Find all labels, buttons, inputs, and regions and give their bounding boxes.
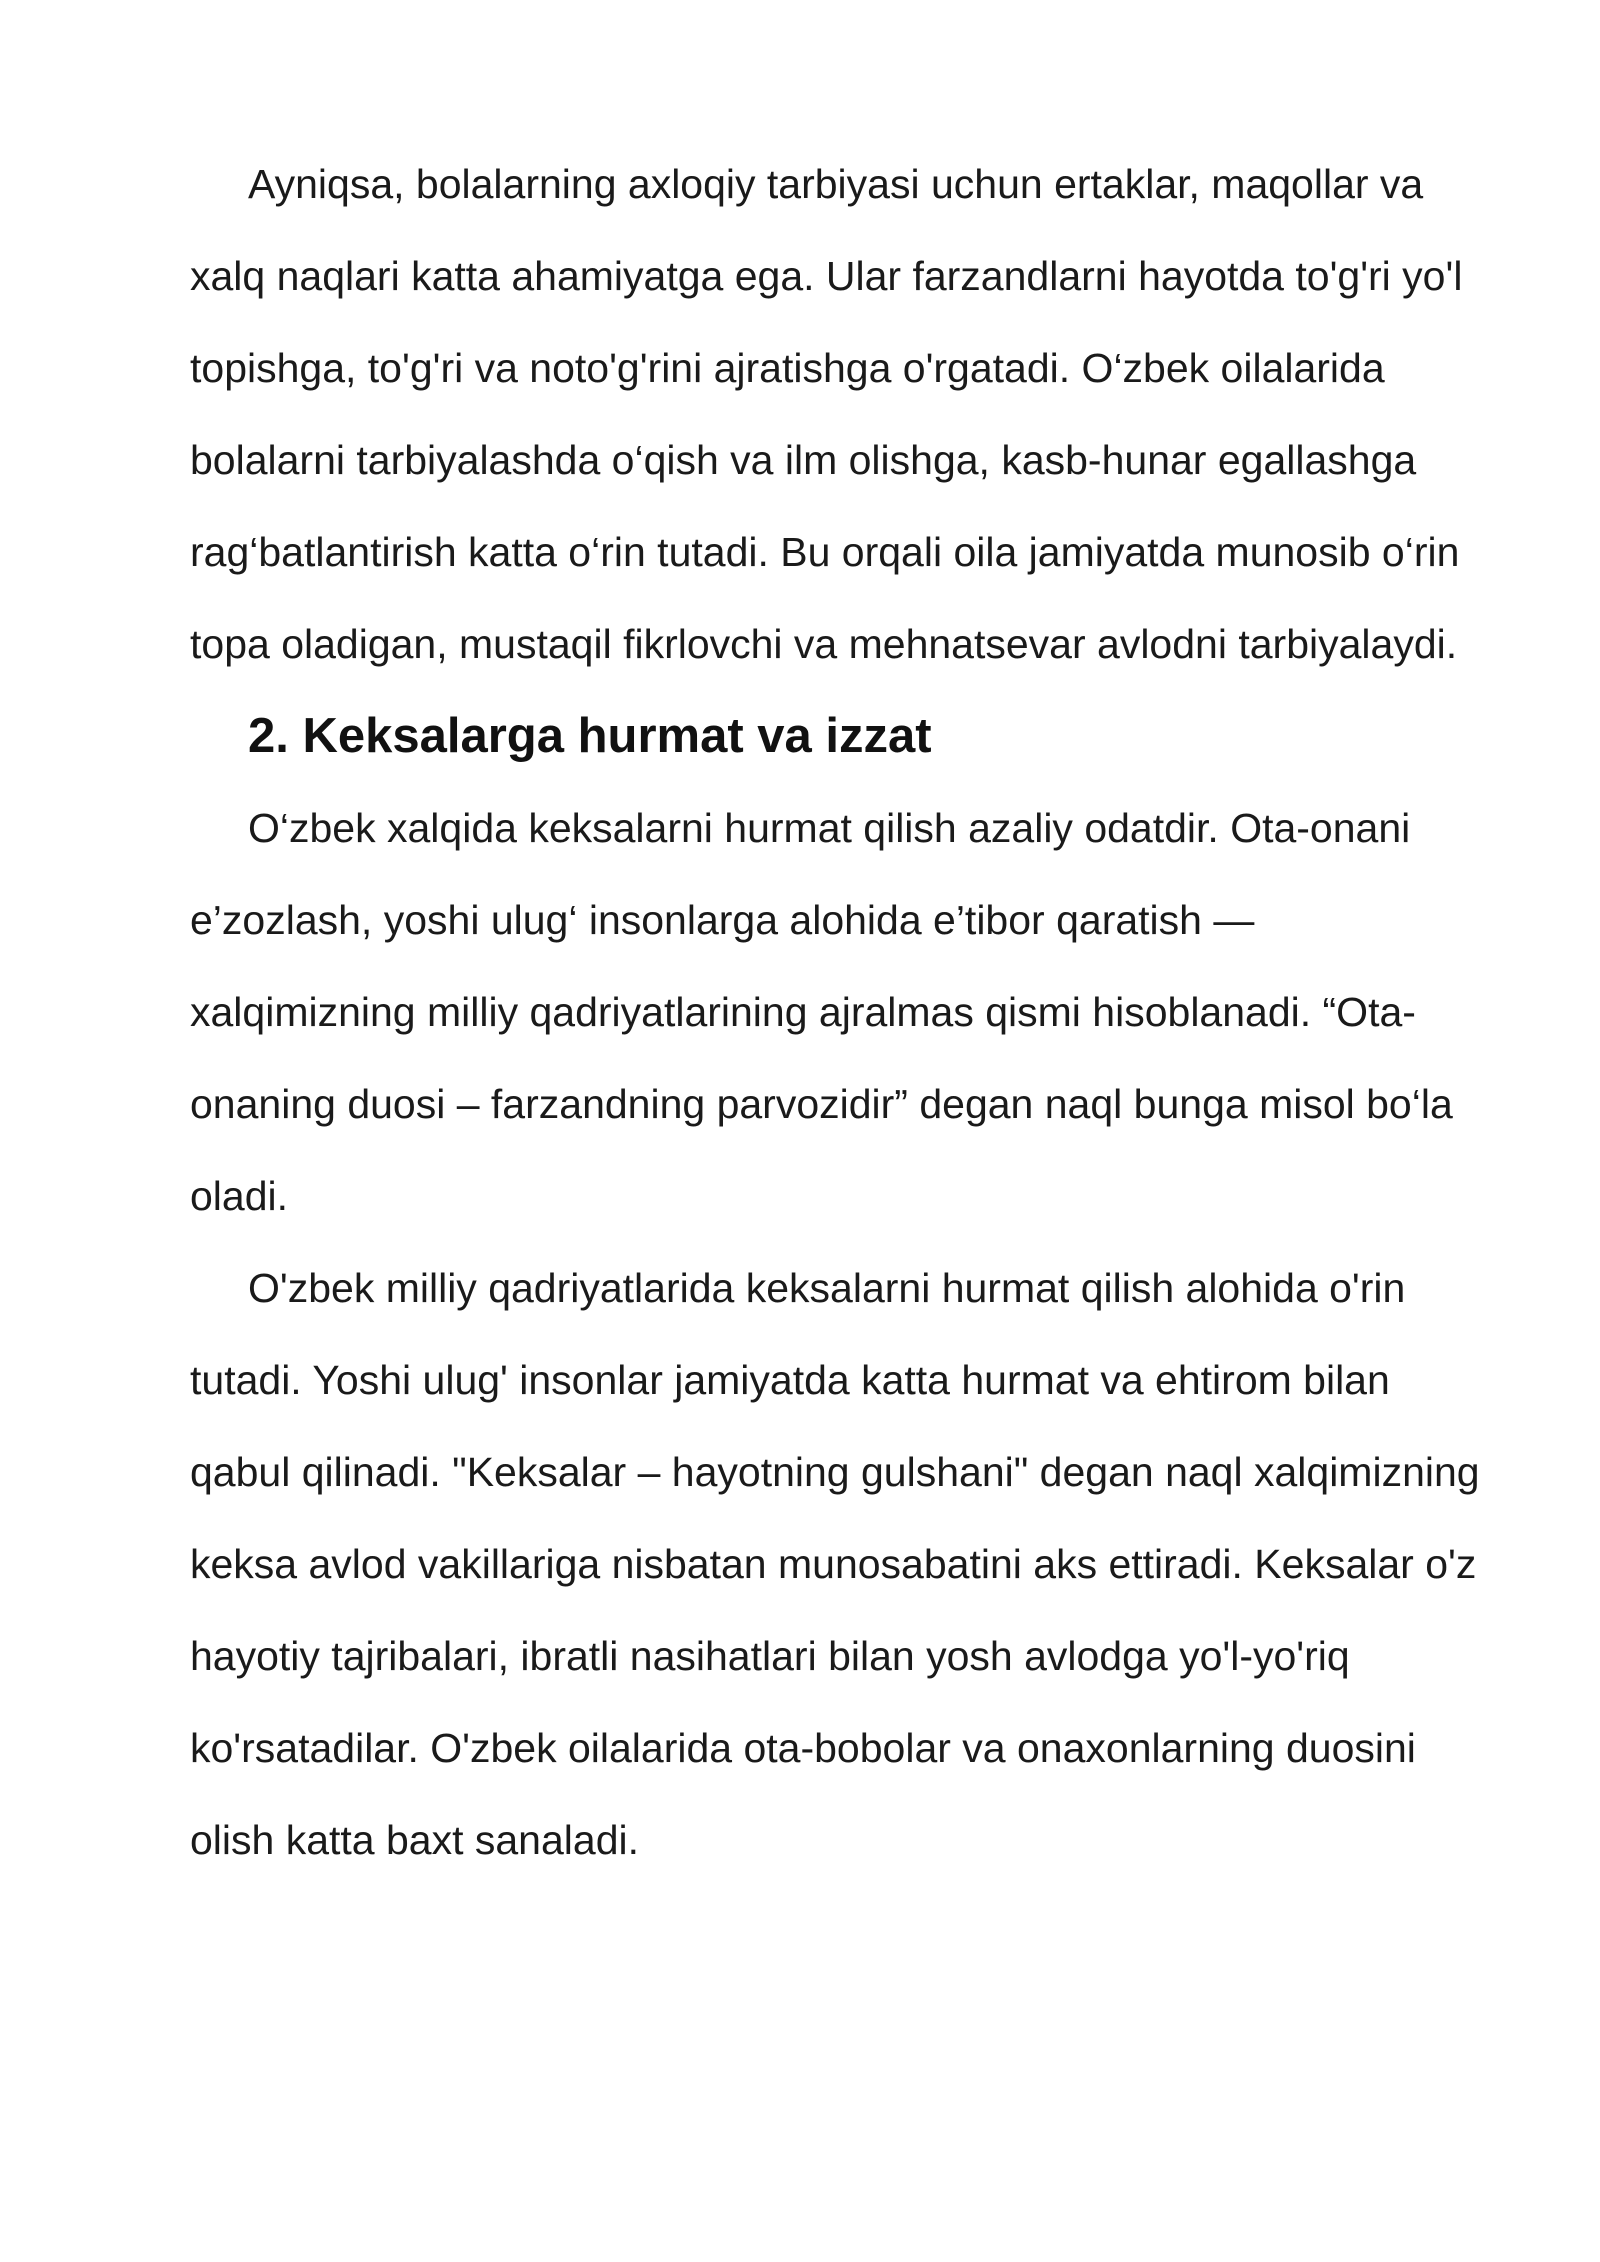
document-body	[190, 138, 1490, 1886]
paragraph-elders-values: O'zbek milliy qadriyatlarida keksalarni hurmat qilish alohida o'rin tutadi. Yoshi ulug' insonlar jamiyatda katta hurmat va ehtirom bilan qabul qilinadi. "Keksalar – hayotning gulshani" degan naql xalqimizning keksa avlod vakillariga nisbatan munosabatini aks ettiradi. Keksalar o'z hayotiy tajribalari, ibratli nasihatlari bilan yosh avlodga yo'l-yo'riq ko'rsatadilar. O'zbek oilalarida ota-bobolar va onaxonlarning duosini olish katta baxt sanaladi.	[190, 1265, 1480, 1863]
paragraph-respect-elders: O‘zbek xalqida keksalarni hurmat qilish azaliy odatdir. Ota-onani e’zozlash, yoshi ulug‘ insonlarga alohida e’tibor qaratish — xalqimizning milliy qadriyatlarining ajralmas qismi hisoblanadi. “Ota-onaning duosi – farzandning parvozidir” degan naql bunga misol bo‘la oladi.	[190, 805, 1453, 1219]
paragraph-upbringing: Ayniqsa, bolalarning axloqiy tarbiyasi uchun ertaklar, maqollar va xalq naqlari katta ahamiyatga ega. Ular farzandlarni hayotda to'g'ri yo'l topishga, to'g'ri va noto'g'rini ajratishga o'rgatadi. O‘zbek oilalarida bolalarni tarbiyalashda o‘qish va ilm olishga, kasb-hunar egallashga rag‘batlantirish katta o‘rin tutadi. Bu orqali oila jamiyatda munosib o‘rin topa oladigan, mustaqil fikrlovchi va mehnatsevar avlodni tarbiyalaydi.	[190, 161, 1463, 667]
section-heading: 2. Keksalarga hurmat va izzat	[248, 709, 932, 763]
